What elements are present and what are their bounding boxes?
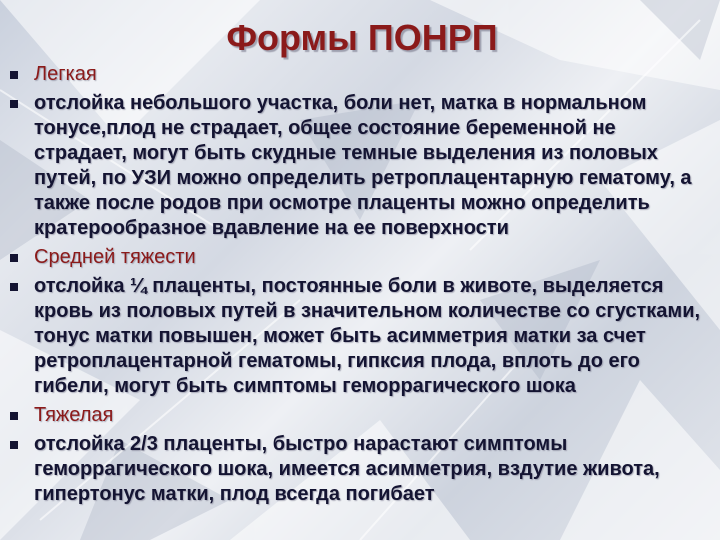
severity-heading [0,245,720,270]
description-text: отслойка небольшого участка, боли нет, матка в нормальном тонусе,плод не страдает, общее состояние беременной не страдает, могут быть скудные темные выделения из половых путей, по УЗИ можно определить ретроплацентарную гематому, а также после родов при осмотре плаценты можно определить кратерообразное вдавление на ее поверхности [34,92,692,239]
heading-text: Средней тяжести [34,246,196,268]
heading-text: Легкая [34,63,97,85]
square-bullet-icon [10,254,18,262]
description-text: отслойка 2/3 плаценты, быстро нарастают симптомы геморрагического шока, имеется асимметрия, вздутие живота, гипертонус матки, плод всегда погибает [34,433,660,505]
severity-description [0,274,720,399]
heading-text: Тяжелая [34,404,114,426]
severity-description [0,91,720,241]
square-bullet-icon [10,100,18,108]
square-bullet-icon [10,71,18,79]
description-text: отслойка ¼ плаценты, постоянные боли в животе, выделяется кровь из половых путей в значительном количестве со сгустками, тонус матки повышен, может быть асимметрия матки за счет ретроплацентарной гематомы, гипксия плода, вплоть до его гибели, могут быть симптомы геморрагического шока [34,275,701,397]
bullet-list [0,62,720,511]
severity-heading [0,62,720,87]
square-bullet-icon [10,412,18,420]
slide-title: Формы ПОНРП [226,17,498,58]
square-bullet-icon [10,441,18,449]
square-bullet-icon [10,283,18,291]
severity-heading [0,403,720,428]
severity-description [0,432,720,507]
